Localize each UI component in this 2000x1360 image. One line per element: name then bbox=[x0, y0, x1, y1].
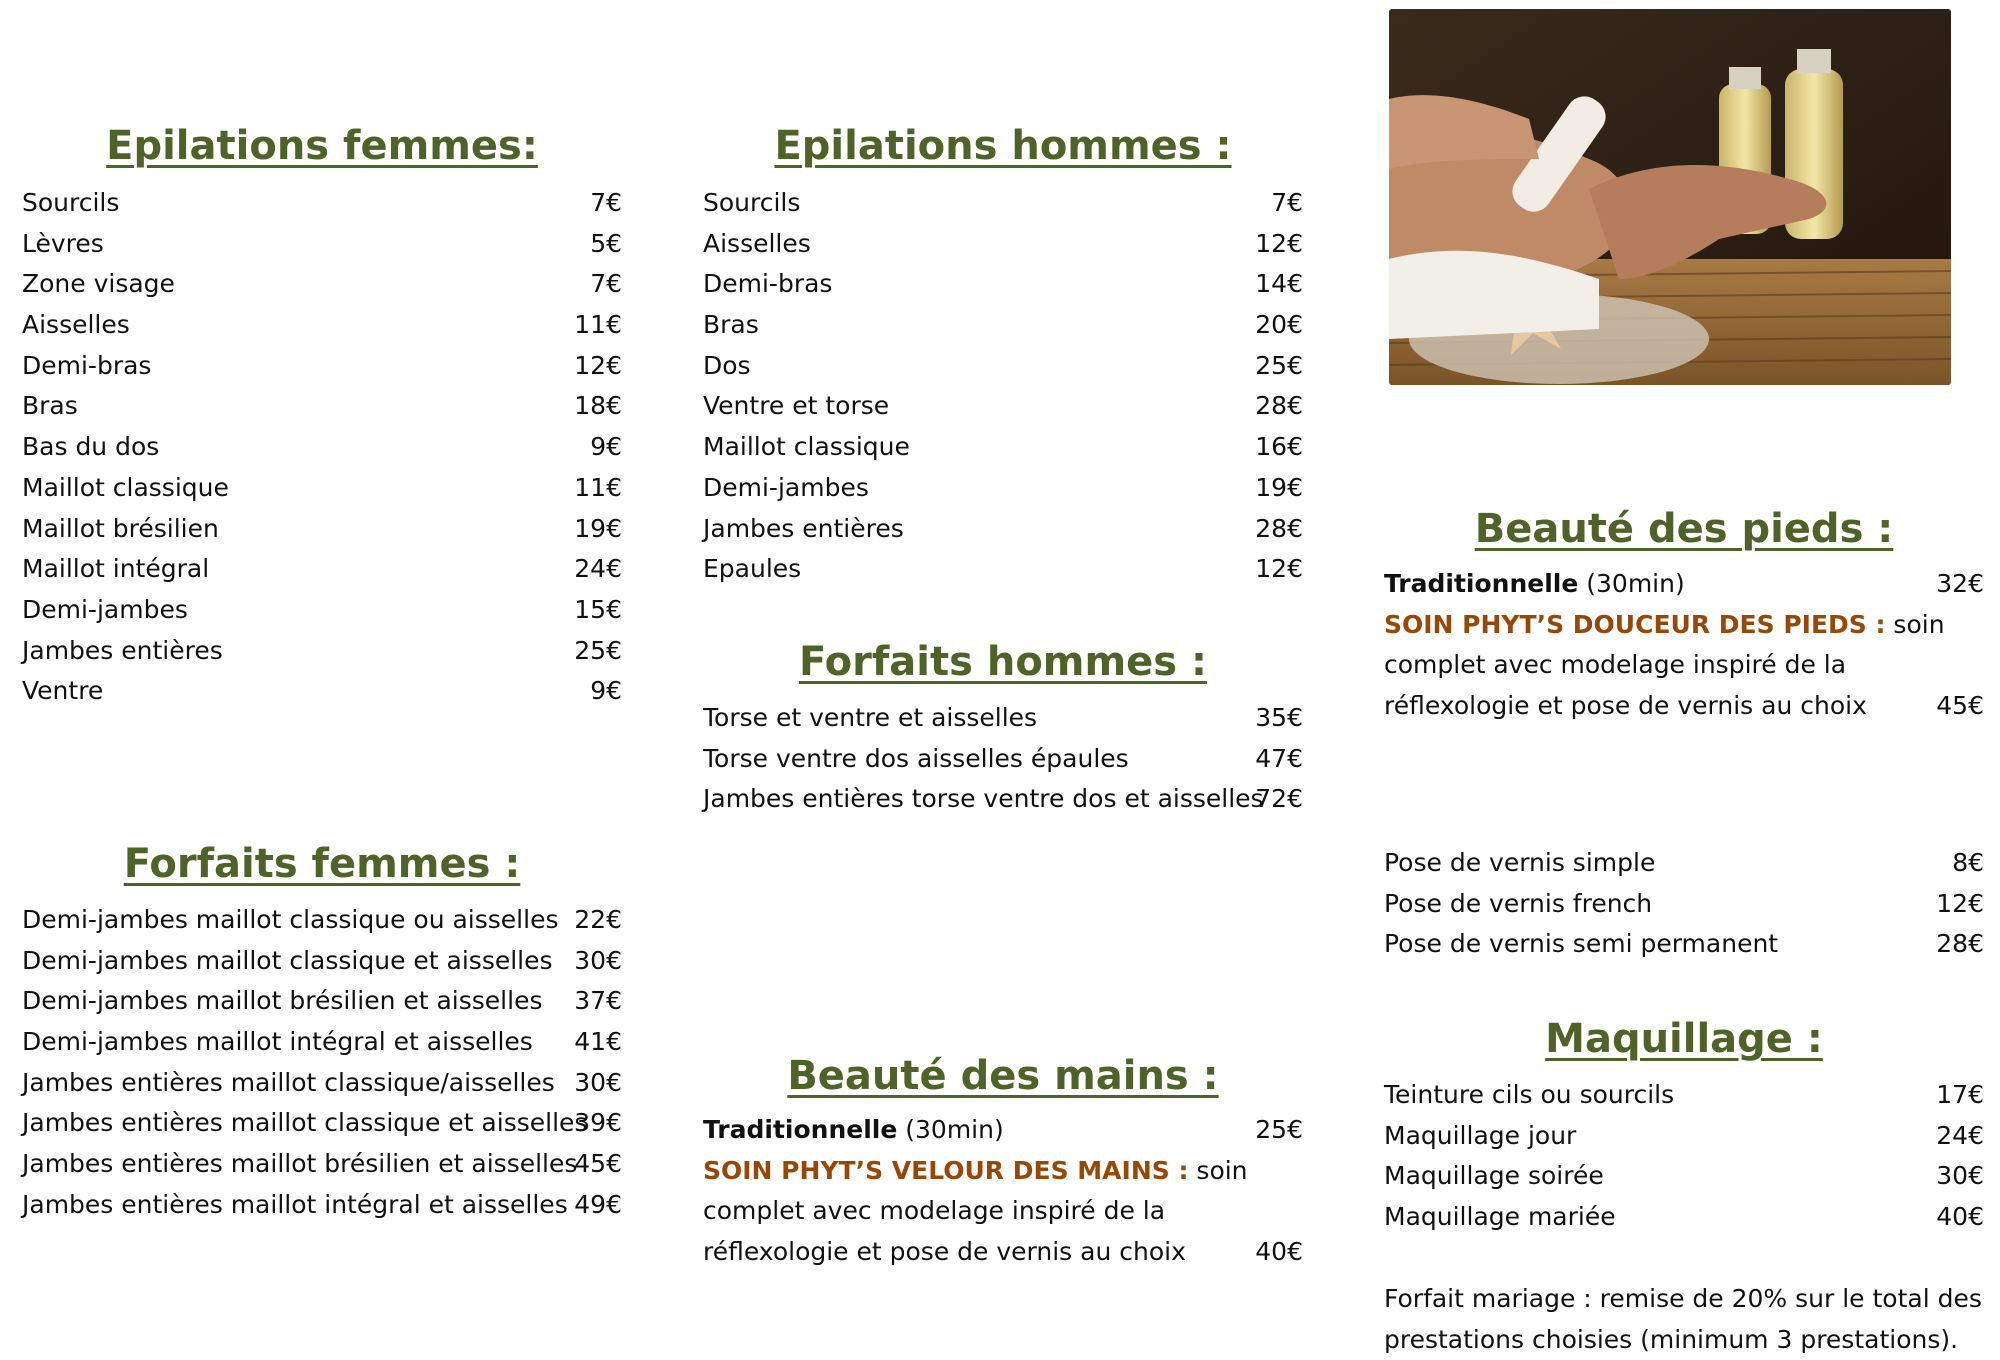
epilations-femmes-list bbox=[22, 183, 622, 712]
price-row bbox=[1384, 924, 1984, 965]
price-row bbox=[22, 590, 622, 631]
item-price: 12€ bbox=[1255, 554, 1303, 584]
price-row bbox=[703, 346, 1303, 387]
epilations-hommes-list bbox=[703, 183, 1303, 590]
item-price: 49€ bbox=[574, 1189, 622, 1219]
item-price: 12€ bbox=[574, 350, 622, 380]
item-label: Aisselles bbox=[703, 228, 811, 258]
price-row bbox=[22, 427, 622, 468]
traditionnelle-pieds-price: 32€ bbox=[1936, 569, 1984, 598]
item-label: Maillot intégral bbox=[22, 554, 210, 584]
price-row bbox=[22, 1103, 622, 1144]
price-row bbox=[1384, 884, 1984, 925]
item-label: Ventre bbox=[22, 676, 104, 706]
soin-mains-desc: soin complet avec modelage inspiré de la réflexologie et pose de vernis au choix bbox=[703, 1155, 1248, 1267]
price-row bbox=[703, 305, 1303, 346]
item-label: Maillot brésilien bbox=[22, 513, 219, 543]
price-row bbox=[22, 509, 622, 550]
price-row bbox=[703, 468, 1303, 509]
price-row bbox=[22, 671, 622, 712]
price-row bbox=[22, 305, 622, 346]
item-price: 19€ bbox=[1255, 472, 1303, 502]
price-row bbox=[22, 900, 622, 941]
item-label: Pose de vernis simple bbox=[1384, 848, 1656, 877]
price-row bbox=[22, 549, 622, 590]
price-row bbox=[1384, 1116, 1984, 1157]
item-label: Torse et ventre et aisselles bbox=[703, 703, 1038, 732]
item-label: Pose de vernis semi permanent bbox=[1384, 929, 1779, 959]
item-price: 7€ bbox=[590, 188, 622, 217]
price-row bbox=[22, 941, 622, 982]
price-row bbox=[703, 509, 1303, 550]
price-row bbox=[22, 1185, 622, 1226]
soin-mains-name: SOIN PHYT’S VELOUR DES MAINS : bbox=[703, 1155, 1189, 1185]
item-price: 14€ bbox=[1255, 269, 1303, 299]
item-price: 30€ bbox=[1936, 1161, 1984, 1191]
item-price: 22€ bbox=[574, 905, 622, 934]
item-label: Zone visage bbox=[22, 269, 175, 299]
item-price: 12€ bbox=[1936, 888, 1984, 918]
price-row bbox=[1384, 1075, 1984, 1116]
price-row bbox=[1384, 1156, 1984, 1197]
column-left bbox=[22, 0, 622, 1356]
item-label: Jambes entières bbox=[22, 635, 223, 665]
item-price: 45€ bbox=[574, 1149, 622, 1179]
item-price: 11€ bbox=[574, 472, 622, 502]
forfaits-hommes-list bbox=[703, 698, 1303, 820]
traditionnelle-mains-duration: (30min) bbox=[897, 1115, 1004, 1144]
item-price: 25€ bbox=[1255, 350, 1303, 380]
item-price: 24€ bbox=[574, 554, 622, 584]
item-price: 19€ bbox=[574, 513, 622, 543]
item-label: Bras bbox=[703, 310, 759, 340]
item-price: 11€ bbox=[574, 310, 622, 340]
price-row bbox=[703, 549, 1303, 590]
item-label: Jambes entières maillot classique et aisselles bbox=[22, 1108, 588, 1138]
section-title-forfaits-hommes: Forfaits hommes : bbox=[798, 639, 1208, 685]
price-row bbox=[22, 981, 622, 1022]
price-row bbox=[703, 739, 1303, 780]
soin-pieds bbox=[1384, 605, 1984, 727]
item-label: Torse ventre dos aisselles épaules bbox=[703, 743, 1129, 773]
item-price: 30€ bbox=[574, 945, 622, 975]
section-title-maquillage: Maquillage : bbox=[1545, 1016, 1823, 1062]
item-label: Sourcils bbox=[703, 188, 801, 217]
price-row bbox=[22, 346, 622, 387]
item-label: Dos bbox=[703, 350, 751, 380]
forfaits-femmes-list bbox=[22, 900, 622, 1226]
price-row bbox=[22, 224, 622, 265]
item-price: 39€ bbox=[574, 1108, 622, 1138]
item-price: 28€ bbox=[1255, 513, 1303, 543]
item-label: Pose de vernis french bbox=[1384, 888, 1653, 918]
vernis-list bbox=[1384, 843, 1984, 965]
item-price: 9€ bbox=[590, 432, 622, 462]
beaute-mains-details bbox=[703, 1110, 1303, 1273]
item-price: 28€ bbox=[1936, 929, 1984, 959]
item-price: 7€ bbox=[1271, 188, 1303, 217]
section-title-beaute-pieds: Beauté des pieds : bbox=[1474, 506, 1894, 552]
item-price: 72€ bbox=[1255, 784, 1303, 814]
soin-pieds-desc: soin complet avec modelage inspiré de la réflexologie et pose de vernis au choix bbox=[1384, 609, 1945, 721]
item-label: Maquillage soirée bbox=[1384, 1161, 1604, 1191]
soin-mains-price: 40€ bbox=[1255, 1237, 1303, 1267]
item-label: Demi-jambes bbox=[22, 594, 188, 624]
price-row bbox=[703, 224, 1303, 265]
traditionnelle-pieds-duration: (30min) bbox=[1578, 569, 1685, 598]
item-price: 9€ bbox=[590, 676, 622, 706]
price-row bbox=[22, 1063, 622, 1104]
item-label: Bras bbox=[22, 391, 78, 421]
soin-pieds-name: SOIN PHYT’S DOUCEUR DES PIEDS : bbox=[1384, 609, 1886, 639]
item-label: Demi-bras bbox=[703, 269, 833, 299]
item-label: Maquillage mariée bbox=[1384, 1202, 1616, 1232]
item-label: Jambes entières maillot brésilien et aisselles bbox=[22, 1149, 578, 1179]
item-label: Epaules bbox=[703, 554, 802, 584]
price-row bbox=[1384, 843, 1984, 884]
item-price: 18€ bbox=[574, 391, 622, 421]
item-label: Demi-jambes bbox=[703, 472, 869, 502]
soin-mains bbox=[703, 1151, 1303, 1273]
traditionnelle-pieds bbox=[1384, 564, 1984, 605]
item-price: 15€ bbox=[574, 594, 622, 624]
item-price: 28€ bbox=[1255, 391, 1303, 421]
section-title-epilations-hommes: Epilations hommes : bbox=[774, 123, 1232, 169]
price-row bbox=[22, 1022, 622, 1063]
item-price: 37€ bbox=[574, 986, 622, 1016]
item-label: Jambes entières maillot classique/aisselles bbox=[22, 1067, 555, 1097]
item-label: Lèvres bbox=[22, 228, 104, 258]
section-title-forfaits-femmes: Forfaits femmes : bbox=[123, 841, 521, 887]
traditionnelle-pieds-name: Traditionnelle bbox=[1384, 569, 1579, 598]
item-label: Sourcils bbox=[22, 188, 120, 217]
item-price: 8€ bbox=[1952, 848, 1984, 877]
item-label: Jambes entières torse ventre dos et aisselles bbox=[703, 784, 1264, 814]
item-label: Bas du dos bbox=[22, 432, 160, 462]
item-price: 12€ bbox=[1255, 228, 1303, 258]
price-row bbox=[22, 386, 622, 427]
price-row bbox=[1384, 1197, 1984, 1238]
price-row bbox=[703, 264, 1303, 305]
item-label: Demi-jambes maillot classique et aisselles bbox=[22, 945, 553, 975]
traditionnelle-mains-price: 25€ bbox=[1255, 1115, 1303, 1144]
item-price: 30€ bbox=[574, 1067, 622, 1097]
price-row bbox=[703, 183, 1303, 224]
item-label: Teinture cils ou sourcils bbox=[1384, 1080, 1675, 1109]
item-price: 25€ bbox=[574, 635, 622, 665]
item-label: Maillot classique bbox=[703, 432, 910, 462]
item-price: 35€ bbox=[1255, 703, 1303, 732]
price-row bbox=[22, 183, 622, 224]
traditionnelle-mains-name: Traditionnelle bbox=[703, 1115, 898, 1144]
item-label: Ventre et torse bbox=[703, 391, 890, 421]
traditionnelle-mains bbox=[703, 1110, 1303, 1151]
item-label: Demi-jambes maillot classique ou aisselles bbox=[22, 905, 559, 934]
price-row bbox=[22, 631, 622, 672]
item-price: 16€ bbox=[1255, 432, 1303, 462]
item-label: Maillot classique bbox=[22, 472, 229, 502]
item-price: 24€ bbox=[1936, 1120, 1984, 1150]
item-price: 41€ bbox=[574, 1027, 622, 1057]
forfait-mariage-note: Forfait mariage : remise de 20% sur le total des prestations choisies (minimum 3 prestations). bbox=[1384, 1284, 1982, 1354]
beaute-pieds-details bbox=[1384, 564, 1984, 727]
item-price: 20€ bbox=[1255, 310, 1303, 340]
section-title-epilations-femmes: Epilations femmes: bbox=[106, 123, 538, 169]
price-row bbox=[703, 779, 1303, 820]
price-row bbox=[22, 264, 622, 305]
maquillage-list bbox=[1384, 1075, 1984, 1238]
item-label: Demi-bras bbox=[22, 350, 152, 380]
price-row bbox=[703, 427, 1303, 468]
item-label: Demi-jambes maillot intégral et aisselles bbox=[22, 1027, 533, 1057]
item-price: 5€ bbox=[590, 228, 622, 258]
item-price: 47€ bbox=[1255, 743, 1303, 773]
item-label: Demi-jambes maillot brésilien et aisselles bbox=[22, 986, 543, 1016]
column-right bbox=[1384, 0, 1984, 1356]
item-label: Jambes entières maillot intégral et aisselles bbox=[22, 1189, 568, 1219]
section-title-beaute-mains: Beauté des mains : bbox=[787, 1053, 1219, 1099]
column-middle bbox=[703, 0, 1303, 1356]
price-row bbox=[22, 468, 622, 509]
item-label: Maquillage jour bbox=[1384, 1120, 1577, 1150]
soin-pieds-price: 45€ bbox=[1936, 691, 1984, 721]
item-price: 40€ bbox=[1936, 1202, 1984, 1232]
price-row bbox=[22, 1144, 622, 1185]
item-price: 17€ bbox=[1936, 1080, 1984, 1109]
price-row bbox=[703, 698, 1303, 739]
item-label: Jambes entières bbox=[703, 513, 904, 543]
item-price: 7€ bbox=[590, 269, 622, 299]
item-label: Aisselles bbox=[22, 310, 130, 340]
price-row bbox=[703, 386, 1303, 427]
